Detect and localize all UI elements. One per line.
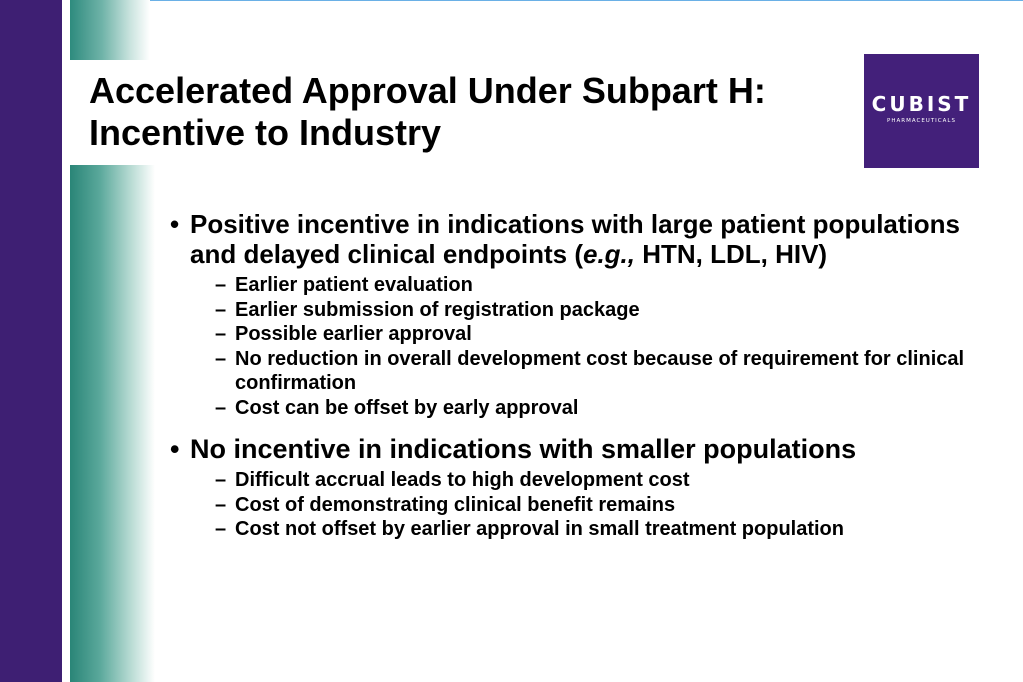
sub-item-text: Cost of demonstrating clinical benefit remains	[235, 493, 676, 516]
left-teal-gradient-top	[70, 0, 150, 60]
sub-item-text: No reduction in overall development cost because of requirement for clinical confirmation	[235, 347, 965, 394]
sub-item-text: Cost can be offset by early approval	[235, 396, 579, 419]
sub-item	[170, 517, 970, 542]
sub-item-dash: –	[215, 298, 227, 321]
bullet-text-part2: HTN, LDL, HIV)	[635, 239, 828, 269]
bullet-marker: •	[170, 209, 180, 239]
sub-item	[170, 493, 970, 518]
bullet-item	[170, 209, 970, 269]
sub-item-dash: –	[215, 347, 227, 370]
left-purple-bar	[0, 0, 62, 682]
bullet-item	[170, 434, 970, 464]
sub-item-dash: –	[215, 469, 227, 491]
left-bar-gap	[62, 0, 70, 682]
logo-tagline: PHARMACEUTICALS	[887, 117, 956, 124]
slide-content	[170, 209, 970, 542]
sub-item-text: Possible earlier approval	[235, 323, 472, 345]
sub-item	[170, 273, 970, 298]
sub-item-dash: –	[215, 274, 227, 296]
sub-item-text: Earlier patient evaluation	[235, 274, 473, 296]
sub-item-text: Earlier submission of registration package	[235, 298, 640, 321]
slide-title-line1: Accelerated Approval Under Subpart H:	[89, 70, 766, 111]
sub-item	[170, 322, 970, 347]
sub-item-text: Cost not offset by earlier approval in small treatment population	[235, 518, 844, 540]
bullet-text-italic: e.g.,	[582, 239, 635, 269]
top-border-line	[0, 0, 1023, 1]
bullet-marker: •	[170, 434, 180, 464]
sub-item-dash: –	[215, 323, 227, 345]
slide-title	[89, 70, 849, 154]
logo-name: CUBIST	[871, 91, 972, 116]
slide-title-line2: Incentive to Industry	[89, 112, 442, 153]
sub-item	[170, 468, 970, 493]
sub-item	[170, 298, 970, 323]
bullet-text-part1: Positive incentive in indications with large patient populations and delayed clinical endpoints (	[190, 209, 960, 269]
sub-item-dash: –	[215, 518, 227, 540]
cubist-logo	[864, 54, 979, 168]
left-teal-gradient-bar	[70, 165, 155, 682]
sub-item-text: Difficult accrual leads to high development cost	[235, 469, 690, 491]
bullet-text: No incentive in indications with smaller populations	[190, 434, 857, 464]
sub-item-dash: –	[215, 396, 227, 419]
sub-item-dash: –	[215, 493, 227, 516]
sub-item	[170, 396, 970, 421]
sub-item	[170, 347, 970, 396]
